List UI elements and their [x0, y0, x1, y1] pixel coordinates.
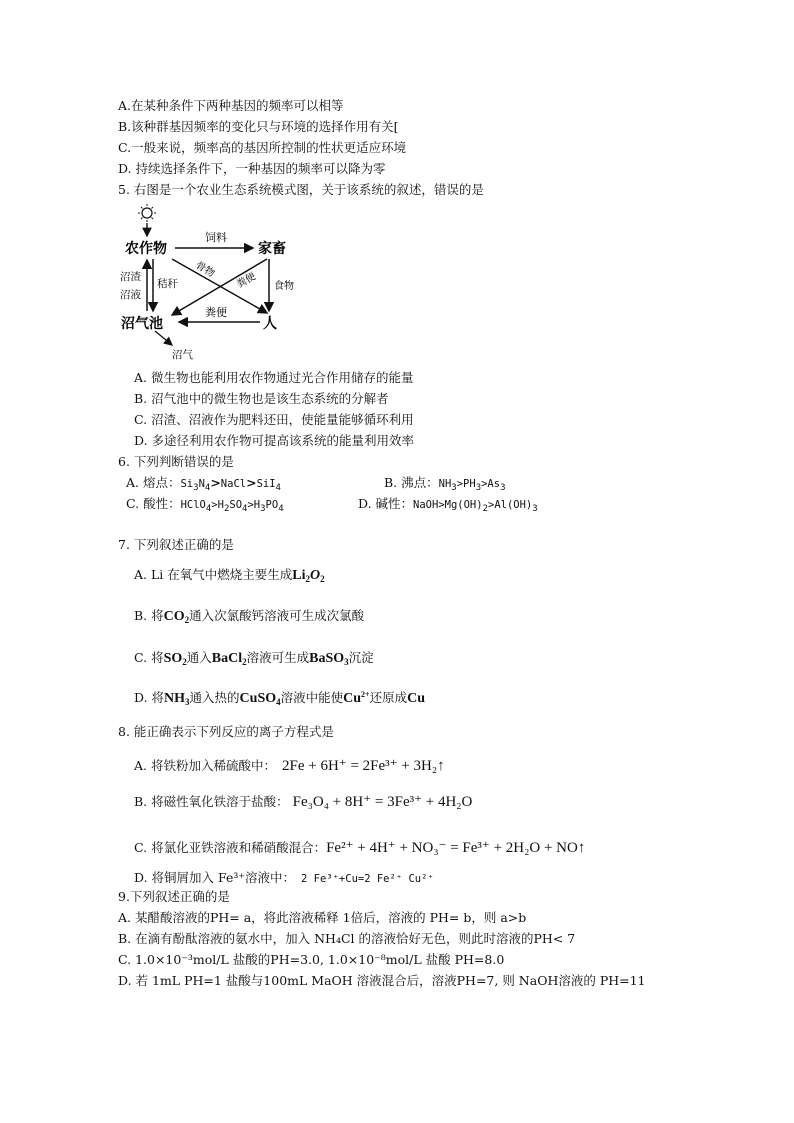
q6-option-c: C. 酸性：HClO4>H2SO4>H3PO4: [126, 496, 284, 514]
q4-option-a: A.在某种条件下两种基因的频率可以相等: [118, 98, 344, 113]
q4-option-d: D. 持续选择条件下，一种基因的频率可以降为零: [118, 161, 386, 176]
q5-option-a: A. 微生物也能利用农作物通过光合作用储存的能量: [134, 370, 414, 385]
q9-option-c: C. 1.0×10⁻³mol/L 盐酸的PH=3.0, 1.0×10⁻⁸mol/L 盐酸 PH=8.0: [118, 952, 505, 967]
label-straw: 秸秆: [157, 278, 178, 290]
q8-option-d: D. 将铜屑加入 Fe³⁺溶液中： 2 Fe³⁺+Cu=2 Fe²⁺ Cu²⁺: [134, 870, 434, 885]
q8-stem: 8. 能正确表示下列反应的离子方程式是: [118, 724, 334, 739]
label-feed: 饲料: [205, 231, 227, 244]
q7-option-a: A. Li 在氧气中燃烧主要生成$Li_2O_2$: [134, 567, 325, 584]
sun-icon: [138, 204, 156, 222]
q9-option-d: D. 若 1mL PH=1 盐酸与100mL MaOH 溶液混合后，溶液PH=7, 则 NaOH溶液的 PH=11: [118, 973, 646, 988]
q8-option-a: A. 将铁粉加入稀硫酸中： 2Fe + 6H⁺ = 2Fe³⁺ + 3H₂↑: [134, 758, 445, 774]
label-residue: 沼渣: [120, 271, 141, 283]
q5-option-b: B. 沼气池中的微生物也是该生态系统的分解者: [134, 391, 389, 406]
label-manure2: 粪便: [205, 306, 227, 319]
q5-option-d: D. 多途径利用农作物可提高该系统的能量利用效率: [134, 433, 415, 448]
q9-stem: 9.下列叙述正确的是: [118, 889, 230, 904]
q7-option-b: B. 将$CO_2$通入次氯酸钙溶液可生成次氯酸: [134, 608, 365, 625]
q5-option-c: C. 沼渣、沼液作为肥料还田，使能量能够循环利用: [134, 412, 414, 427]
q6-stem: 6. 下列判断错误的是: [118, 454, 234, 469]
label-bones: 骨物: [193, 260, 217, 280]
node-crop: 农作物: [125, 241, 167, 257]
q8-option-b: B. 将磁性氧化铁溶于盐酸： Fe₃O₄ + 8H⁺ = 3Fe³⁺ + 4H₂O: [134, 794, 473, 810]
node-biogas-pool: 沼气池: [121, 316, 163, 332]
q4-option-b: B.该种群基因频率的变化只与环境的选择作用有关[: [118, 119, 399, 134]
label-biogas: 沼气: [172, 349, 193, 361]
q8-option-c: C. 将氯化亚铁溶液和稀硝酸混合：Fe²⁺ + 4H⁺ + NO₃⁻ = Fe³⁺ + 2H₂O + NO↑: [134, 840, 586, 856]
q4-option-c: C.一般来说，频率高的基因所控制的性状更适应环境: [118, 140, 407, 155]
label-liquid: 沼液: [120, 289, 141, 301]
label-food: 食物: [274, 281, 294, 292]
q9-option-b: B. 在滴有酚酞溶液的氨水中，加入 NH₄Cl 的溶液恰好无色，则此时溶液的PH< 7: [118, 931, 576, 946]
q7-option-d: D. 将$NH_3$通入热的CuSO$_4$溶液中能使$Cu^{2+}$还原成Cu: [134, 690, 426, 707]
q7-option-c: C. 将$SO_2$通入BaCl$_2$溶液可生成BaSO$_3$沉淀: [134, 650, 374, 667]
q9-option-a: A. 某醋酸溶液的PH= a，将此溶液稀释 1倍后，溶液的 PH= b，则 a>b: [118, 910, 527, 925]
node-human: 人: [263, 316, 277, 332]
label-manure1: 粪便: [235, 271, 258, 291]
q5-stem: 5. 右图是一个农业生态系统模式图，关于该系统的叙述，错误的是: [118, 182, 484, 197]
ecosystem-diagram: [117, 203, 332, 363]
q6-option-a: A. 熔点：Si3N4>NaCl>SiI4: [126, 475, 281, 493]
q6-option-b: B. 沸点：NH3>PH3>As3: [384, 475, 506, 493]
q6-option-d: D. 碱性：NaOH>Mg(OH)2>Al(OH)3: [358, 496, 538, 514]
node-livestock: 家畜: [258, 241, 286, 257]
q7-stem: 7. 下列叙述正确的是: [118, 537, 234, 552]
